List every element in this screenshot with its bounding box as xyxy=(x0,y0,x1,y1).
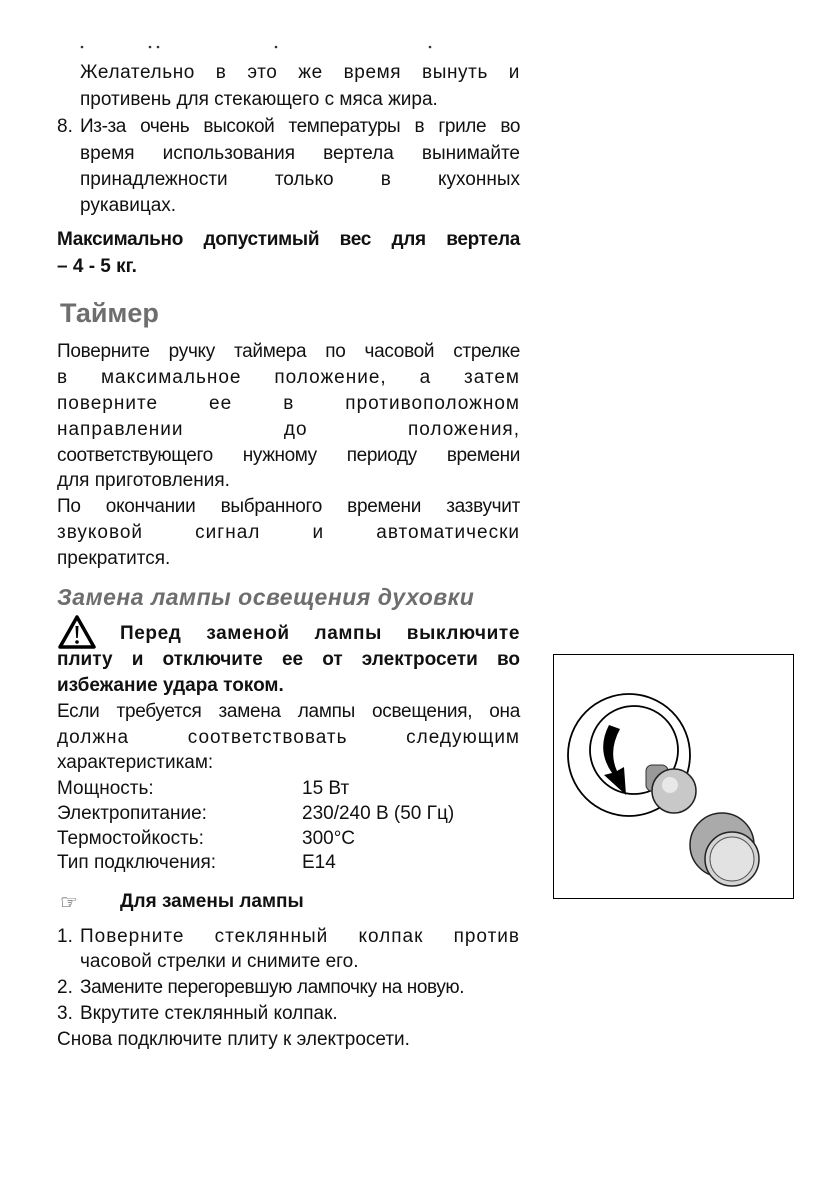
body-line: Если требуется замена лампы освещения, она xyxy=(57,701,520,722)
spec-value: 300°С xyxy=(302,828,356,849)
body-line: Вкрутите стеклянный колпак. xyxy=(80,1003,338,1024)
body-line: для приготовления. xyxy=(57,470,230,491)
closing-text: Снова подключите плиту к электросети. xyxy=(57,1029,410,1050)
spec-label: Тип подключения: xyxy=(57,852,217,873)
body-line: соответствующего нужному периоду времени xyxy=(57,445,520,466)
body-line: Поверните ручку таймера по часовой стрелке xyxy=(57,341,520,362)
warning-text: плиту и отключите ее от электросети во xyxy=(57,649,520,670)
lamp-replacement-illustration xyxy=(553,654,794,899)
body-line: рукавицах. xyxy=(80,195,177,216)
body-line: Поверните стеклянный колпак против xyxy=(80,926,520,947)
spec-label: Электропитание: xyxy=(57,803,207,824)
procedure-title: Для замены лампы xyxy=(120,891,304,912)
warning-text: избежание удара током. xyxy=(57,675,284,696)
list-number: 3. xyxy=(57,1003,73,1024)
timer-heading: Таймер xyxy=(60,298,159,328)
spec-label: Термостойкость: xyxy=(57,828,204,849)
body-line: Желательно в это же время вынуть и xyxy=(80,62,520,83)
max-weight-note: Максимально допустимый вес для вертела xyxy=(57,229,520,250)
list-number: 2. xyxy=(57,977,73,998)
spec-value: 15 Вт xyxy=(302,778,350,799)
body-line: характеристикам: xyxy=(57,752,214,773)
warning-triangle-icon xyxy=(57,614,97,650)
list-number: 8. xyxy=(57,116,73,137)
body-line: время использования вертела вынимайте xyxy=(80,143,520,164)
body-line: противень для стекающего с мяса жира. xyxy=(80,89,438,110)
body-line: прекратится. xyxy=(57,548,171,569)
body-line: должна соответствовать следующим xyxy=(57,727,520,748)
body-line: часовой стрелки и снимите его. xyxy=(80,951,359,972)
body-line: поверните ее в противоположном xyxy=(57,393,520,414)
cut-off-text-line xyxy=(80,44,520,50)
body-line: Замените перегоревшую лампочку на новую. xyxy=(80,977,465,998)
body-line: По окончании выбранного времени зазвучит xyxy=(57,496,520,517)
body-line: принадлежности только в кухонных xyxy=(80,169,520,190)
max-weight-note: – 4 - 5 кг. xyxy=(57,256,137,277)
body-line: Из-за очень высокой температуры в гриле во xyxy=(80,116,520,137)
lamp-heading: Замена лампы освещения духовки xyxy=(57,584,475,610)
body-line: в максимальное положение, а затем xyxy=(57,367,520,388)
spec-label: Мощность: xyxy=(57,778,154,799)
body-line: звуковой сигнал и автоматически xyxy=(57,522,520,543)
warning-text: Перед заменой лампы выключите xyxy=(120,623,520,644)
spec-value: Е14 xyxy=(302,852,336,873)
list-number: 1. xyxy=(57,926,73,947)
body-line: направлении до положения, xyxy=(57,419,520,440)
spec-value: 230/240 В (50 Гц) xyxy=(302,803,455,824)
pointing-hand-icon: ☞ xyxy=(60,892,78,914)
